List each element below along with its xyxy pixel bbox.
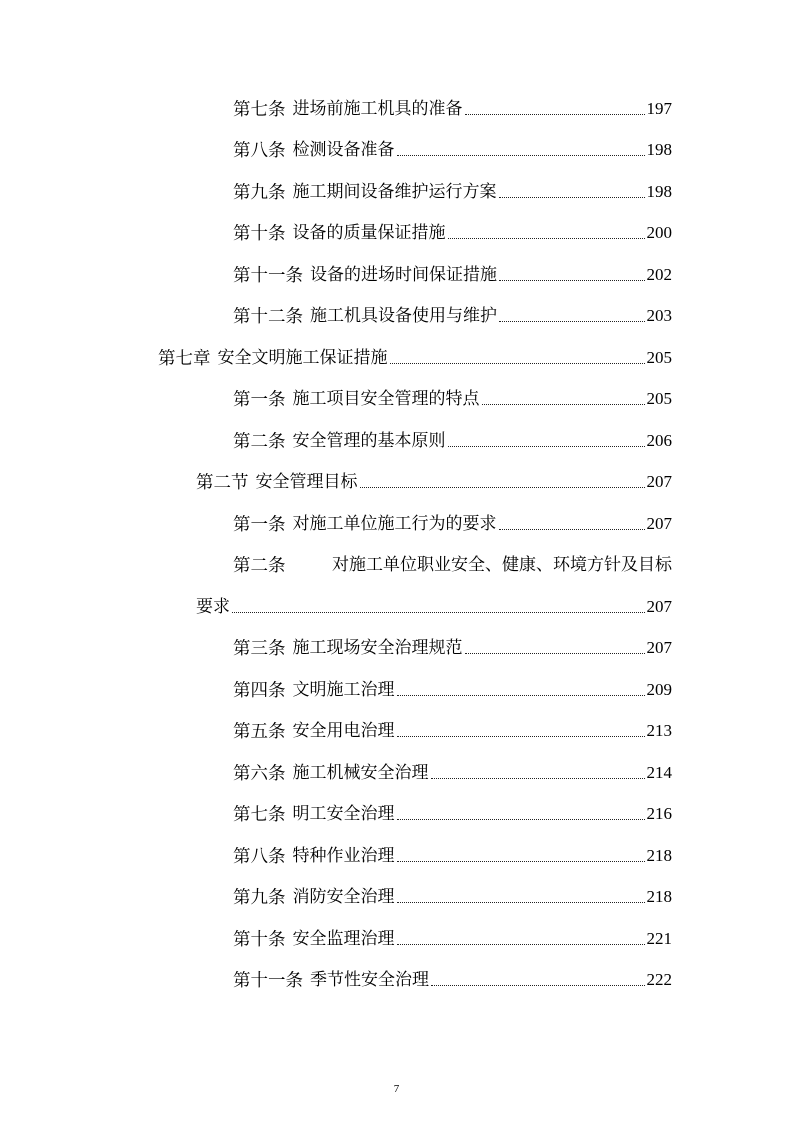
dot-leader: [390, 363, 645, 364]
toc-entry-page: 221: [646, 929, 672, 948]
dot-leader: [499, 321, 645, 322]
toc-entry-title: 季节性安全治理: [310, 970, 429, 990]
toc-entry-page: 216: [646, 804, 672, 823]
toc-entry-page: 207: [646, 514, 672, 533]
toc-entry-number: 第七条: [233, 99, 286, 119]
toc-entry-title: 施工期间设备维护运行方案: [292, 182, 497, 202]
dot-leader: [499, 529, 645, 530]
toc-entry[interactable]: [233, 717, 672, 741]
dot-leader: [397, 861, 645, 862]
toc-entry-page: 207: [646, 597, 672, 616]
toc-entry-title: 消防安全治理: [292, 887, 395, 907]
toc-entry-number: 第八条: [233, 140, 286, 160]
dot-leader: [397, 944, 645, 945]
toc-entry[interactable]: [233, 385, 672, 409]
toc-entry-page: 198: [646, 182, 672, 201]
toc-entry-number: 第二条: [233, 555, 286, 575]
toc-entry-page: 218: [646, 846, 672, 865]
toc-entry-page: 207: [646, 472, 672, 491]
dot-leader: [465, 114, 645, 115]
toc-entry-title: 施工机具设备使用与维护: [310, 306, 497, 326]
toc-entry[interactable]: [233, 634, 672, 658]
toc-entry-title: 安全文明施工保证措施: [217, 348, 388, 368]
toc-entry-title: 安全管理目标: [255, 472, 358, 492]
toc-entry[interactable]: [233, 883, 672, 907]
toc-entry-title: 安全管理的基本原则: [292, 431, 446, 451]
dot-leader: [360, 487, 645, 488]
page-number: 7: [393, 1083, 400, 1095]
toc-entry-number: 第六条: [233, 763, 286, 783]
dot-leader: [465, 653, 645, 654]
toc-entry-page: 203: [646, 306, 672, 325]
toc-entry-page: 214: [646, 763, 672, 782]
dot-leader: [431, 778, 645, 779]
dot-leader: [482, 404, 645, 405]
dot-leader: [499, 197, 645, 198]
toc-entry-number: 第一条: [233, 389, 286, 409]
dot-leader: [397, 736, 645, 737]
dot-leader: [397, 902, 645, 903]
toc-entry-number: 第十条: [233, 929, 286, 949]
dot-leader: [397, 155, 645, 156]
toc-entry-page: 222: [646, 970, 672, 989]
toc-entry[interactable]: [233, 842, 672, 866]
toc-entry-page: 202: [646, 265, 672, 284]
toc-entry-page: 207: [646, 638, 672, 657]
dot-leader: [431, 985, 645, 986]
toc-entry-title: 对施工单位职业安全、健康、环境方针及目标: [332, 555, 672, 575]
toc-entry-title: 施工现场安全治理规范: [292, 638, 463, 658]
toc-entry-page: 206: [646, 431, 672, 450]
toc-entry-title-continued: 要求: [196, 597, 230, 617]
dot-leader: [232, 612, 645, 613]
toc-entry[interactable]: [233, 261, 672, 285]
toc-entry-title: 安全监理治理: [292, 929, 395, 949]
dot-leader: [397, 695, 645, 696]
toc-entry-page: 209: [646, 680, 672, 699]
toc-entry-number: 第七章: [158, 348, 211, 368]
toc-entry[interactable]: [233, 302, 672, 326]
dot-leader: [499, 280, 645, 281]
toc-entry-wrapped[interactable]: [233, 551, 672, 575]
toc-entry-page: 205: [646, 348, 672, 367]
toc-entry-title: 施工机械安全治理: [292, 763, 429, 783]
toc-entry[interactable]: [233, 510, 672, 534]
dot-leader: [448, 446, 645, 447]
toc-entry-title: 明工安全治理: [292, 804, 395, 824]
toc-entry-number: 第三条: [233, 638, 286, 658]
toc-entry-number: 第九条: [233, 182, 286, 202]
toc-entry-number: 第四条: [233, 680, 286, 700]
toc-entry-page: 197: [646, 99, 672, 118]
toc-entry[interactable]: [233, 427, 672, 451]
toc-entry-continuation[interactable]: [196, 593, 672, 617]
toc-entry-page: 218: [646, 887, 672, 906]
toc-entry-title: 设备的进场时间保证措施: [310, 265, 497, 285]
toc-entry[interactable]: [233, 219, 672, 243]
toc-entry-number: 第二条: [233, 431, 286, 451]
toc-entry-number: 第十二条: [233, 306, 303, 326]
toc-entry-number: 第一条: [233, 514, 286, 534]
toc-entry-section[interactable]: [196, 468, 672, 492]
dot-leader: [397, 819, 645, 820]
dot-leader: [448, 238, 645, 239]
toc-entry-number: 第二节: [196, 472, 249, 492]
toc-entry-title: 检测设备准备: [292, 140, 395, 160]
toc-entry-page: 205: [646, 389, 672, 408]
toc-entry-page: 200: [646, 223, 672, 242]
toc-entry-title: 文明施工治理: [292, 680, 395, 700]
toc-entry-title: 安全用电治理: [292, 721, 395, 741]
toc-entry-title: 进场前施工机具的准备: [292, 99, 463, 119]
toc-entry[interactable]: [233, 800, 672, 824]
toc-entry[interactable]: [233, 925, 672, 949]
toc-entry[interactable]: [233, 136, 672, 160]
toc-entry-title: 施工项目安全管理的特点: [292, 389, 480, 409]
toc-entry-number: 第九条: [233, 887, 286, 907]
toc-entry-number: 第十一条: [233, 970, 303, 990]
toc-entry-number: 第八条: [233, 846, 286, 866]
toc-entry-title: 特种作业治理: [292, 846, 395, 866]
toc-entry-chapter[interactable]: [158, 344, 672, 368]
toc-entry-number: 第十条: [233, 223, 286, 243]
toc-entry[interactable]: [233, 966, 672, 990]
toc-entry-number: 第七条: [233, 804, 286, 824]
toc-entry-number: 第五条: [233, 721, 286, 741]
toc-entry-page: 213: [646, 721, 672, 740]
toc-entry[interactable]: [233, 759, 672, 783]
toc-entry[interactable]: [233, 95, 672, 119]
toc-entry-title: 设备的质量保证措施: [292, 223, 446, 243]
toc-entry-page: 198: [646, 140, 672, 159]
toc-entry[interactable]: [233, 178, 672, 202]
toc-entry[interactable]: [233, 676, 672, 700]
toc-entry-number: 第十一条: [233, 265, 303, 285]
toc-entry-title: 对施工单位施工行为的要求: [292, 514, 497, 534]
